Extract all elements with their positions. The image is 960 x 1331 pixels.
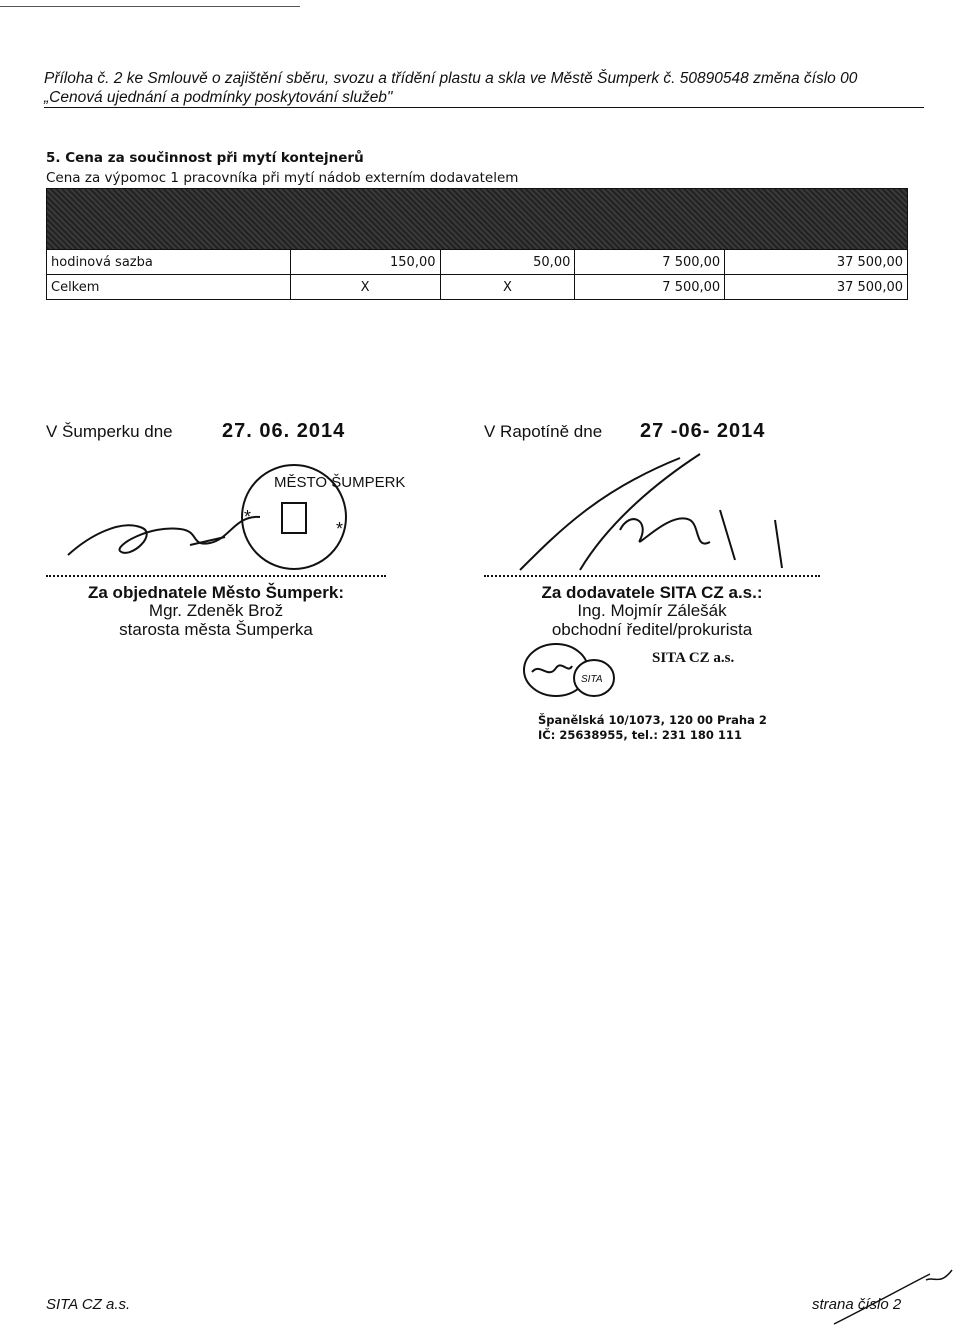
- top-edge-line: [0, 6, 300, 7]
- company-address: Španělská 10/1073, 120 00 Praha 2: [538, 713, 767, 727]
- header-line-2: „Cenová ujednání a podmínky poskytování služeb": [44, 89, 393, 106]
- sita-logo-icon: [520, 640, 620, 706]
- right-signature-line: [484, 575, 820, 577]
- right-name: Ing. Mojmír Zálešák: [577, 601, 727, 620]
- company-name: SITA CZ a.s.: [652, 650, 735, 666]
- cell-value: 7 500,00: [575, 250, 725, 275]
- right-signature: [520, 450, 800, 575]
- cell-value: X: [440, 275, 575, 300]
- svg-text:*: *: [244, 507, 252, 527]
- cell-value: 7 500,00: [575, 275, 725, 300]
- header-rule: [44, 107, 924, 108]
- stamp-text: MĚSTO ŠUMPERK: [274, 474, 406, 491]
- left-stamp-and-signature: [60, 465, 406, 575]
- left-signature-line: [46, 575, 386, 577]
- right-role: Za dodavatele SITA CZ a.s.:: [541, 583, 763, 602]
- left-role: Za objednatele Město Šumperk:: [88, 583, 344, 602]
- cell-value: 37 500,00: [725, 275, 908, 300]
- cell-value: 50,00: [440, 250, 575, 275]
- row-label: Celkem: [47, 275, 291, 300]
- section-subtitle: Cena za výpomoc 1 pracovníka při mytí nádob externím dodavatelem: [46, 170, 519, 186]
- left-date: 27. 06. 2014: [222, 420, 346, 442]
- price-table: [46, 188, 908, 300]
- logo-text: SITA: [581, 674, 603, 685]
- right-date: 27 -06- 2014: [640, 420, 766, 442]
- svg-text:*: *: [336, 519, 344, 539]
- right-title: obchodní ředitel/prokurista: [551, 620, 753, 639]
- left-name: Mgr. Zdeněk Brož: [148, 601, 284, 620]
- redacted-header-row: [47, 189, 908, 250]
- left-title: starosta města Šumperka: [119, 620, 313, 639]
- table-row: [47, 250, 908, 275]
- left-place: V Šumperku dne: [46, 422, 173, 441]
- table-row: [47, 275, 908, 300]
- row-label: hodinová sazba: [47, 250, 291, 275]
- footer-left: SITA CZ a.s.: [46, 1296, 131, 1313]
- footer-right: strana číslo 2: [812, 1296, 902, 1313]
- cell-value: 150,00: [290, 250, 440, 275]
- company-ids: IČ: 25638955, tel.: 231 180 111: [538, 728, 742, 742]
- section-title: 5. Cena za součinnost při mytí kontejnerů: [46, 150, 364, 166]
- header-line-1: Příloha č. 2 ke Smlouvě o zajištění sběru, svozu a třídění plastu a skla ve Městě Šumperk č. 50890548 změna číslo 00: [44, 70, 858, 87]
- right-place: V Rapotíně dne: [484, 422, 603, 441]
- redaction-block: [47, 189, 907, 249]
- footer-initials-signature: [830, 1266, 958, 1326]
- cell-value: 37 500,00: [725, 250, 908, 275]
- cell-value: X: [290, 275, 440, 300]
